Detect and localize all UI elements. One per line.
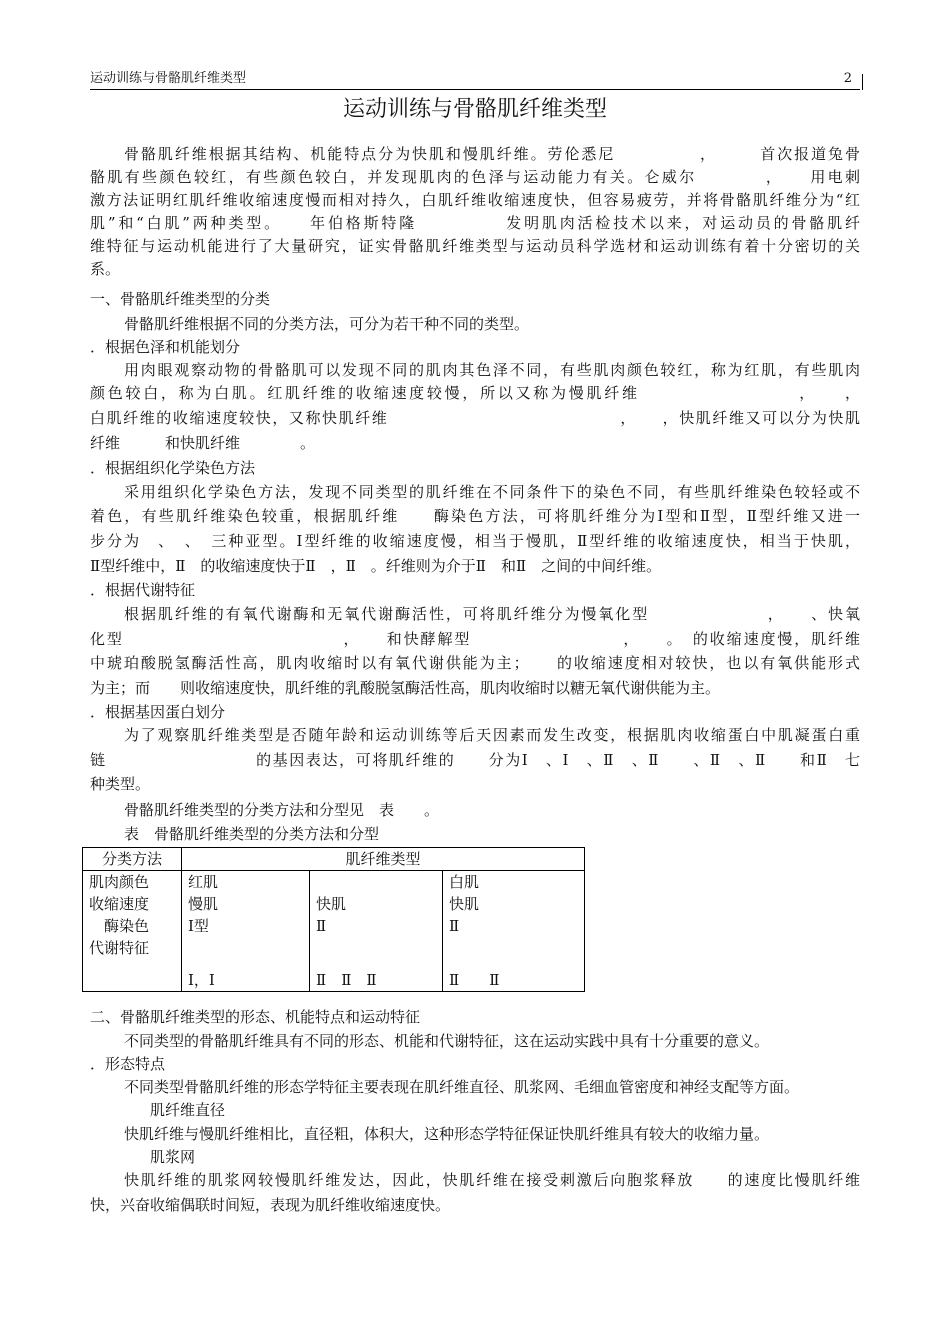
paragraph-line: 纤维 和快肌纤维 。 [90,434,316,452]
table-cell [443,937,585,959]
table-cell: Ⅱ [443,915,585,937]
paragraph-line: 为主；而 则收缩速度快，肌纤维的乳酸脱氢酶活性高，肌肉收缩时以糖无氧代谢供能为主。 [90,679,721,697]
paragraph-line: 激方法证明红肌纤维收缩速度慢而相对持久，白肌纤维收缩速度快，但容易疲劳，并将骨骼肌纤维分为“红 [90,191,860,209]
paragraph-line: 快肌纤维与慢肌纤维相比，直径粗，体积大，这种形态学特征保证快肌纤维具有较大的收缩力量。 [124,1125,770,1143]
table-row [83,937,585,959]
table-cell: 酶染色 [83,915,182,937]
table-cell: Ⅰ，Ⅰ [182,959,310,992]
table-row [83,871,585,894]
running-header-title: 运动训练与骨骼肌纤维类型 [90,71,247,86]
classification-table [82,847,585,992]
table-cell: 快肌 [443,893,585,915]
paragraph-line: 着色，有些肌纤维染色较重，根据肌纤维 酶染色方法，可将肌纤维分为Ⅰ型和Ⅱ型，Ⅱ型纤维又进一 [90,507,860,525]
subsection-heading: ．根据组织化学染色方法 [90,459,256,477]
table-cell [182,937,310,959]
table-row [83,959,585,992]
table-cell: 肌肉颜色 [83,871,182,894]
subsection-heading: ．形态特点 [90,1055,166,1073]
paragraph-line: Ⅱ型纤维中，Ⅱ 的收缩速度快于Ⅱ ，Ⅱ 。纤维则为介于Ⅱ 和Ⅱ 之间的中间纤维。 [90,557,662,575]
table-cell: 慢肌 [182,893,310,915]
table-cell: Ⅱ Ⅱ [443,959,585,992]
paragraph-line: 骨骼肌纤维类型的分类方法和分型见 表 。 [124,801,440,819]
paragraph-line: 骨骼肌纤维根据不同的分类方法，可分为若干种不同的类型。 [124,315,530,333]
table-cell: Ⅱ Ⅱ Ⅱ [310,959,443,992]
paragraph-line: 快，兴奋收缩偶联时间短，表现为肌纤维收缩速度快。 [90,1196,451,1214]
page-number: 2 [843,71,852,86]
subsection-heading: ．根据代谢特征 [90,581,196,599]
paragraph-line: 根据肌纤维的有氧代谢酶和无氧代谢酶活性，可将肌纤维分为慢氧化型 ， 、快氧 [124,605,860,623]
section-heading: 二、骨骼肌纤维类型的形态、机能特点和运动特征 [90,1008,421,1026]
paragraph-line: 白肌纤维的收缩速度较快，又称快肌纤维 ， ，快肌纤维又可以分为快肌 [90,409,860,427]
table-header-row [83,848,585,871]
paragraph-line: 步分为 、 、 三种亚型。Ⅰ型纤维的收缩速度慢，相当于慢肌，Ⅱ型纤维的收缩速度快，相当于快肌， [90,532,860,550]
table-cell: 快肌 [310,893,443,915]
paragraph-line: 不同类型骨骼肌纤维的形态学特征主要表现在肌纤维直径、肌浆网、毛细血管密度和神经支配等方面。 [124,1078,800,1096]
header-rule-tick [862,74,863,90]
table-cell: 红肌 [182,871,310,894]
table-cell: 代谢特征 [83,937,182,959]
paragraph-line: 链 的基因表达，可将肌纤维的 分为Ⅰ 、Ⅰ 、Ⅱ 、Ⅱ 、Ⅱ 、Ⅱ 和Ⅱ 七 [90,751,860,769]
table-caption: 表 骨骼肌纤维类型的分类方法和分型 [124,825,380,843]
paragraph-line: 快肌纤维的肌浆网较慢肌纤维发达，因此，快肌纤维在接受刺激后向胞浆释放 的速度比慢肌纤维 [124,1171,860,1189]
subsection-heading: ．根据色泽和机能划分 [90,338,241,356]
paragraph-line: 种类型。 [90,775,151,793]
subsection-heading: 肌浆网 [150,1148,196,1166]
table-header-cell: 分类方法 [83,848,182,871]
paragraph-line: 采用组织化学染色方法，发现不同类型的肌纤维在不同条件下的染色不同，有些肌纤维染色较轻或不 [124,483,860,501]
paragraph-line: 肌”和“白肌”两种类型。 年伯格斯特隆 发明肌肉活检技术以来，对运动员的骨骼肌纤 [90,214,860,232]
paragraph-line: 用肉眼观察动物的骨骼肌可以发现不同的肌肉其色泽不同，有些肌肉颜色较红，称为红肌，有些肌肉 [124,361,860,379]
paragraph-line: 维特征与运动机能进行了大量研究，证实骨骼肌纤维类型与运动员科学选材和运动训练有着十分密切的关 [90,237,860,255]
table-cell [310,937,443,959]
paragraph-line: 不同类型的骨骼肌纤维具有不同的形态、机能和代谢特征，这在运动实践中具有十分重要的意义。 [124,1032,770,1050]
table-cell: 收缩速度 [83,893,182,915]
paragraph-line: 骨骼肌纤维根据其结构、机能特点分为快肌和慢肌纤维。劳伦悉尼 ， 首次报道兔骨 [124,145,860,163]
paragraph-line: 颜色较白，称为白肌。红肌纤维的收缩速度较慢，所以又称为慢肌纤维 ， ， [90,384,860,402]
paragraph-line: 系。 [90,260,121,278]
paragraph-line: 化型 ， 和快酵解型 ， 。 的收缩速度慢，肌纤维 [90,630,860,648]
table-header-cell: 肌纤维类型 [182,848,585,871]
paragraph-line: 为了观察肌纤维类型是否随年龄和运动训练等后天因素而发生改变，根据肌肉收缩蛋白中肌凝蛋白重 [124,726,860,744]
paragraph-line: 中琥珀酸脱氢酶活性高，肌肉收缩时以有氧代谢供能为主； 的收缩速度相对较快，也以有氧供能形式 [90,654,860,672]
table-cell: 白肌 [443,871,585,894]
table-cell [310,871,443,894]
subsection-heading: 肌纤维直径 [150,1101,226,1119]
table-row [83,915,585,937]
table-cell: Ⅰ型 [182,915,310,937]
subsection-heading: ．根据基因蛋白划分 [90,703,226,721]
table-row [83,893,585,915]
section-heading: 一、骨骼肌纤维类型的分类 [90,290,271,308]
table-cell: Ⅱ [310,915,443,937]
running-header [90,71,860,90]
paragraph-line: 骼肌有些颜色较红，有些颜色较白，并发现肌肉的色泽与运动能力有关。仑威尔 ， 用电刺 [90,168,860,186]
table-cell [83,959,182,992]
document-title: 运动训练与骨骼肌纤维类型 [342,97,607,122]
